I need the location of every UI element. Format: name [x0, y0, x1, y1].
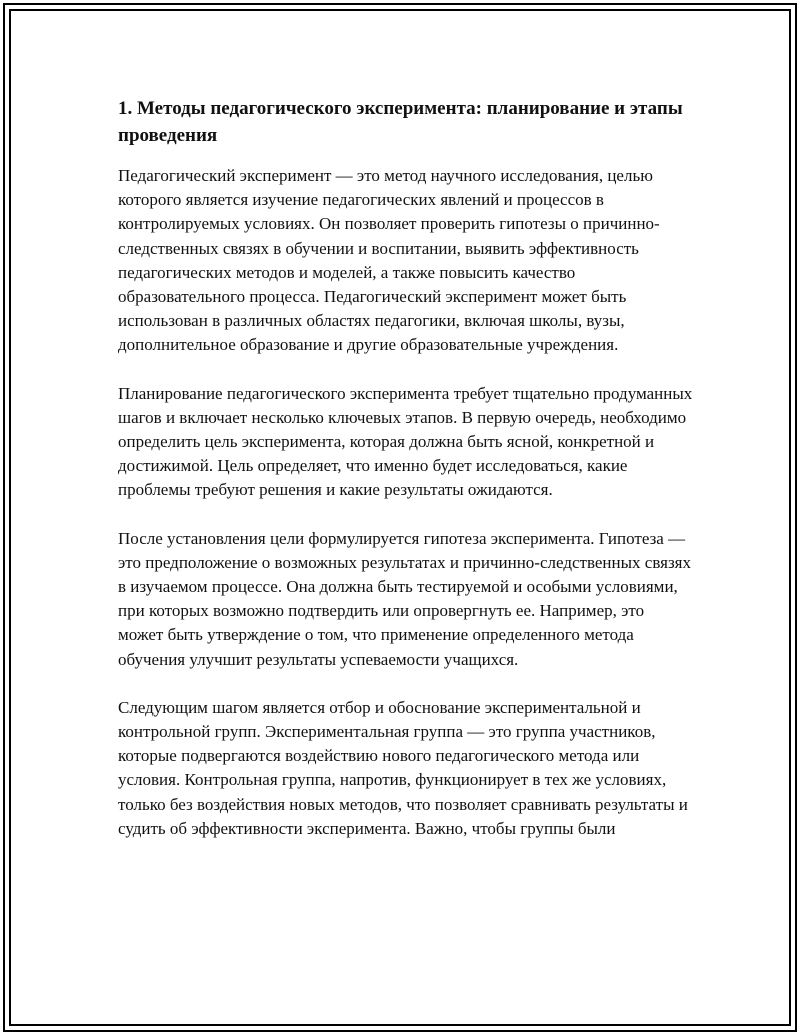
paragraph-3: После установления цели формулируется гипотеза эксперимента. Гипотеза — это предположение о возможных результатах и причинно-следственных связях в изучаемом процессе. Она должна быть тестируемой и особыми условиями, при которых возможно подтвердить или опровергнуть ее. Например, это может быть утверждение о том, что применение определенного метода обучения улучшит результаты успеваемости учащихся.	[118, 528, 691, 669]
section-heading: 1. Методы педагогического эксперимента: планирование и этапы проведения	[118, 98, 683, 146]
paragraph-4: Следующим шагом является отбор и обоснование экспериментальной и контрольной групп. Экспериментальная группа — это группа участников, которые подвергаются воздействию нового педагогического метода или условия. Контрольная группа, напротив, функционирует в тех же условиях, только без воздействия новых методов, что позволяет сравнивать результаты и судить об эффективности эксперимента. Важно, чтобы группы были	[118, 697, 688, 838]
paragraph-1: Педагогический эксперимент — это метод научного исследования, целью которого является изучение педагогических явлений и процессов в контролируемых условиях. Он позволяет проверить гипотезы о причинно-следственных связях в обучении и воспитании, выявить эффективность педагогических методов и моделей, а также повысить качество образовательного процесса. Педагогический эксперимент может быть использован в различных областях педагогики, включая школы, вузы, дополнительное образование и другие образовательные учреждения.	[118, 166, 660, 355]
document-body	[118, 95, 693, 865]
paragraph-2: Планирование педагогического эксперимента требует тщательно продуманных шагов и включает несколько ключевых этапов. В первую очередь, необходимо определить цель эксперимента, которая должна быть ясной, конкретной и достижимой. Цель определяет, что именно будет исследоваться, какие проблемы требуют решения и какие результаты ожидаются.	[118, 383, 693, 500]
